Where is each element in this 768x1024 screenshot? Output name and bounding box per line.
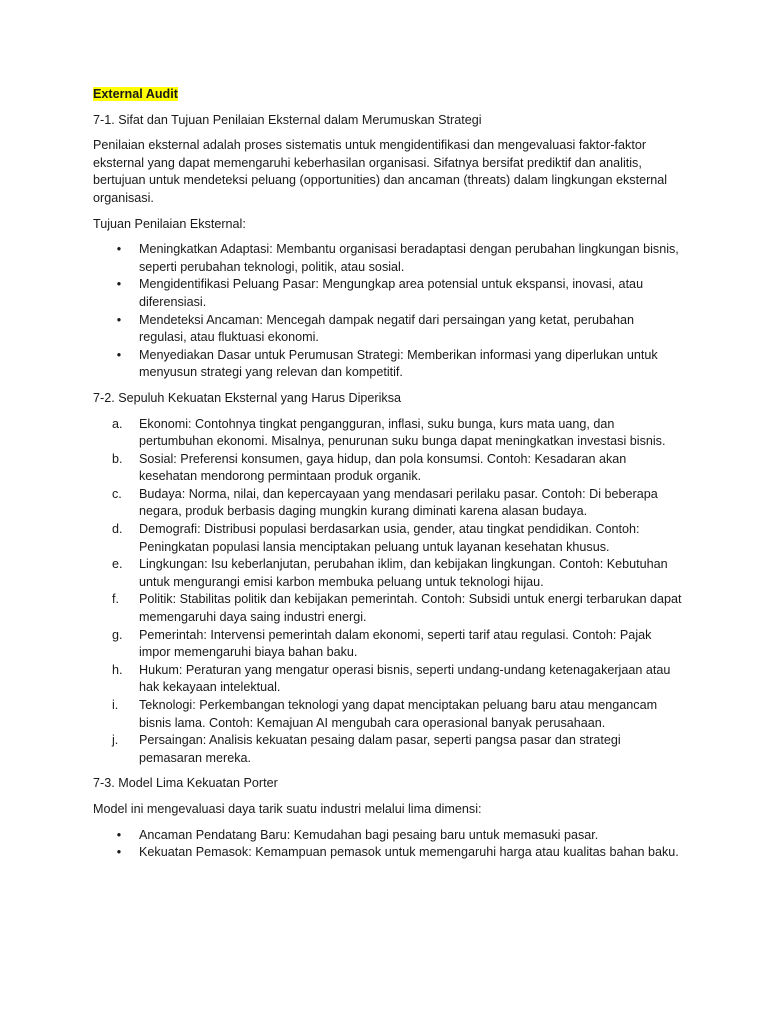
forces-list-item bbox=[93, 416, 683, 451]
forces-list-item bbox=[93, 486, 683, 521]
forces-list-item bbox=[93, 627, 683, 662]
list-marker: f. bbox=[112, 592, 119, 607]
forces-list-item bbox=[93, 732, 683, 767]
forces-item-text: Ekonomi: Contohnya tingkat pengangguran, inflasi, suku bunga, kurs mata uang, dan pertumbuhan ekonomi. Misalnya, penurunan suku bunga dapat meningkatkan investasi bisnis. bbox=[139, 416, 666, 449]
list-marker: b. bbox=[112, 451, 123, 466]
forces-item-text: Politik: Stabilitas politik dan kebijakan pemerintah. Contoh: Subsidi untuk energi terbarukan dapat memengaruhi daya saing industri energi. bbox=[139, 592, 682, 625]
porter-forces-list bbox=[93, 827, 683, 862]
goals-item-text: Menyediakan Dasar untuk Perumusan Strategi: Memberikan informasi yang diperlukan untuk menyusun strategi yang relevan dan kompetitif. bbox=[139, 347, 658, 380]
forces-list-item bbox=[93, 451, 683, 486]
forces-list-item bbox=[93, 521, 683, 556]
goals-item-text: Meningkatkan Adaptasi: Membantu organisasi beradaptasi dengan perubahan lingkungan bisnis, seperti perubahan teknologi, politik, atau sosial. bbox=[139, 242, 679, 274]
document-title-highlight: External Audit bbox=[93, 87, 178, 101]
porter-item-text: Ancaman Pendatang Baru: Kemudahan bagi pesaing baru untuk memasuki pasar. bbox=[139, 827, 599, 842]
goals-list-item bbox=[93, 276, 683, 311]
list-marker: a. bbox=[112, 416, 123, 431]
list-marker: c. bbox=[112, 486, 122, 501]
forces-item-text: Demografi: Distribusi populasi berdasarkan usia, gender, atau tingkat pendidikan. Contoh: Peningkatan populasi lansia menciptakan peluang untuk layanan kesehatan khusus. bbox=[139, 522, 640, 554]
forces-list-item bbox=[93, 591, 683, 626]
forces-item-text: Pemerintah: Intervensi pemerintah dalam ekonomi, seperti tarif atau regulasi. Contoh: Pajak impor memengaruhi biaya bahan baku. bbox=[139, 627, 652, 660]
forces-item-text: Sosial: Preferensi konsumen, gaya hidup, dan pola konsumsi. Contoh: Kesadaran akan kesehatan mendorong permintaan produk organik. bbox=[139, 451, 627, 484]
goals-label: Tujuan Penilaian Eksternal: bbox=[93, 216, 246, 231]
goals-item-text: Mengidentifikasi Peluang Pasar: Mengungkap area potensial untuk ekspansi, inovasi, atau diferensiasi. bbox=[139, 277, 644, 309]
porter-list-item bbox=[93, 844, 683, 862]
forces-item-text: Hukum: Peraturan yang mengatur operasi bisnis, seperti undang-undang ketenagakerjaan atau hak kekayaan intelektual. bbox=[139, 662, 671, 695]
goals-item-text: Mendeteksi Ancaman: Mencegah dampak negatif dari persaingan yang ketat, perubahan regulasi, atau fluktuasi ekonomi. bbox=[139, 312, 634, 345]
bullet-icon: • bbox=[116, 827, 122, 842]
list-marker: j. bbox=[112, 733, 119, 748]
list-marker: e. bbox=[112, 557, 123, 572]
external-forces-list bbox=[93, 416, 683, 768]
forces-item-text: Lingkungan: Isu keberlanjutan, perubahan iklim, dan kebijakan lingkungan. Contoh: Kebutuhan untuk mengurangi emisi karbon membuka peluang untuk teknologi hijau. bbox=[139, 557, 668, 589]
section1-paragraph: Penilaian eksternal adalah proses sistematis untuk mengidentifikasi dan mengevaluasi faktor-faktor eksternal yang dapat memengaruhi keberhasilan organisasi. Sifatnya bersifat prediktif dan analitis, bertujuan untuk mendeteksi peluang (opportunities) dan ancaman (threats) dalam lingkungan eksternal organisasi. bbox=[93, 138, 668, 205]
document-title bbox=[93, 86, 683, 104]
goals-list-item bbox=[93, 347, 683, 382]
forces-item-text: Persaingan: Analisis kekuatan pesaing dalam pasar, seperti pangsa pasar dan strategi pemasaran mereka. bbox=[139, 733, 621, 765]
goals-list bbox=[93, 241, 683, 382]
forces-item-text: Budaya: Norma, nilai, dan kepercayaan yang mendasari perilaku pasar. Contoh: Di beberapa negara, produk berbasis daging mungkin kurang diminati karena alasan budaya. bbox=[139, 486, 658, 519]
goals-list-item bbox=[93, 241, 683, 276]
list-marker: d. bbox=[112, 522, 123, 537]
forces-list-item bbox=[93, 662, 683, 697]
forces-list-item bbox=[93, 697, 683, 732]
section3-heading: 7-3. Model Lima Kekuatan Porter bbox=[93, 776, 278, 791]
list-marker: i. bbox=[112, 698, 119, 712]
bullet-icon: • bbox=[116, 845, 122, 860]
document-content bbox=[93, 86, 683, 870]
bullet-icon: • bbox=[116, 277, 122, 292]
forces-list-item bbox=[93, 556, 683, 591]
bullet-icon: • bbox=[116, 312, 122, 327]
porter-item-text: Kekuatan Pemasok: Kemampuan pemasok untuk memengaruhi harga atau kualitas bahan baku. bbox=[139, 845, 679, 860]
section2-heading: 7-2. Sepuluh Kekuatan Eksternal yang Harus Diperiksa bbox=[93, 390, 402, 405]
goals-list-item bbox=[93, 312, 683, 347]
bullet-icon: • bbox=[116, 347, 122, 362]
porter-list-item bbox=[93, 827, 683, 845]
section3-intro: Model ini mengevaluasi daya tarik suatu industri melalui lima dimensi: bbox=[93, 801, 482, 816]
list-marker: h. bbox=[112, 662, 123, 677]
list-marker: g. bbox=[112, 627, 123, 642]
section1-heading: 7-1. Sifat dan Tujuan Penilaian Eksternal dalam Merumuskan Strategi bbox=[93, 112, 482, 127]
forces-item-text: Teknologi: Perkembangan teknologi yang dapat menciptakan peluang baru atau mengancam bisnis lama. Contoh: Kemajuan AI mengubah cara operasional banyak perusahaan. bbox=[139, 698, 658, 730]
bullet-icon: • bbox=[116, 242, 122, 257]
